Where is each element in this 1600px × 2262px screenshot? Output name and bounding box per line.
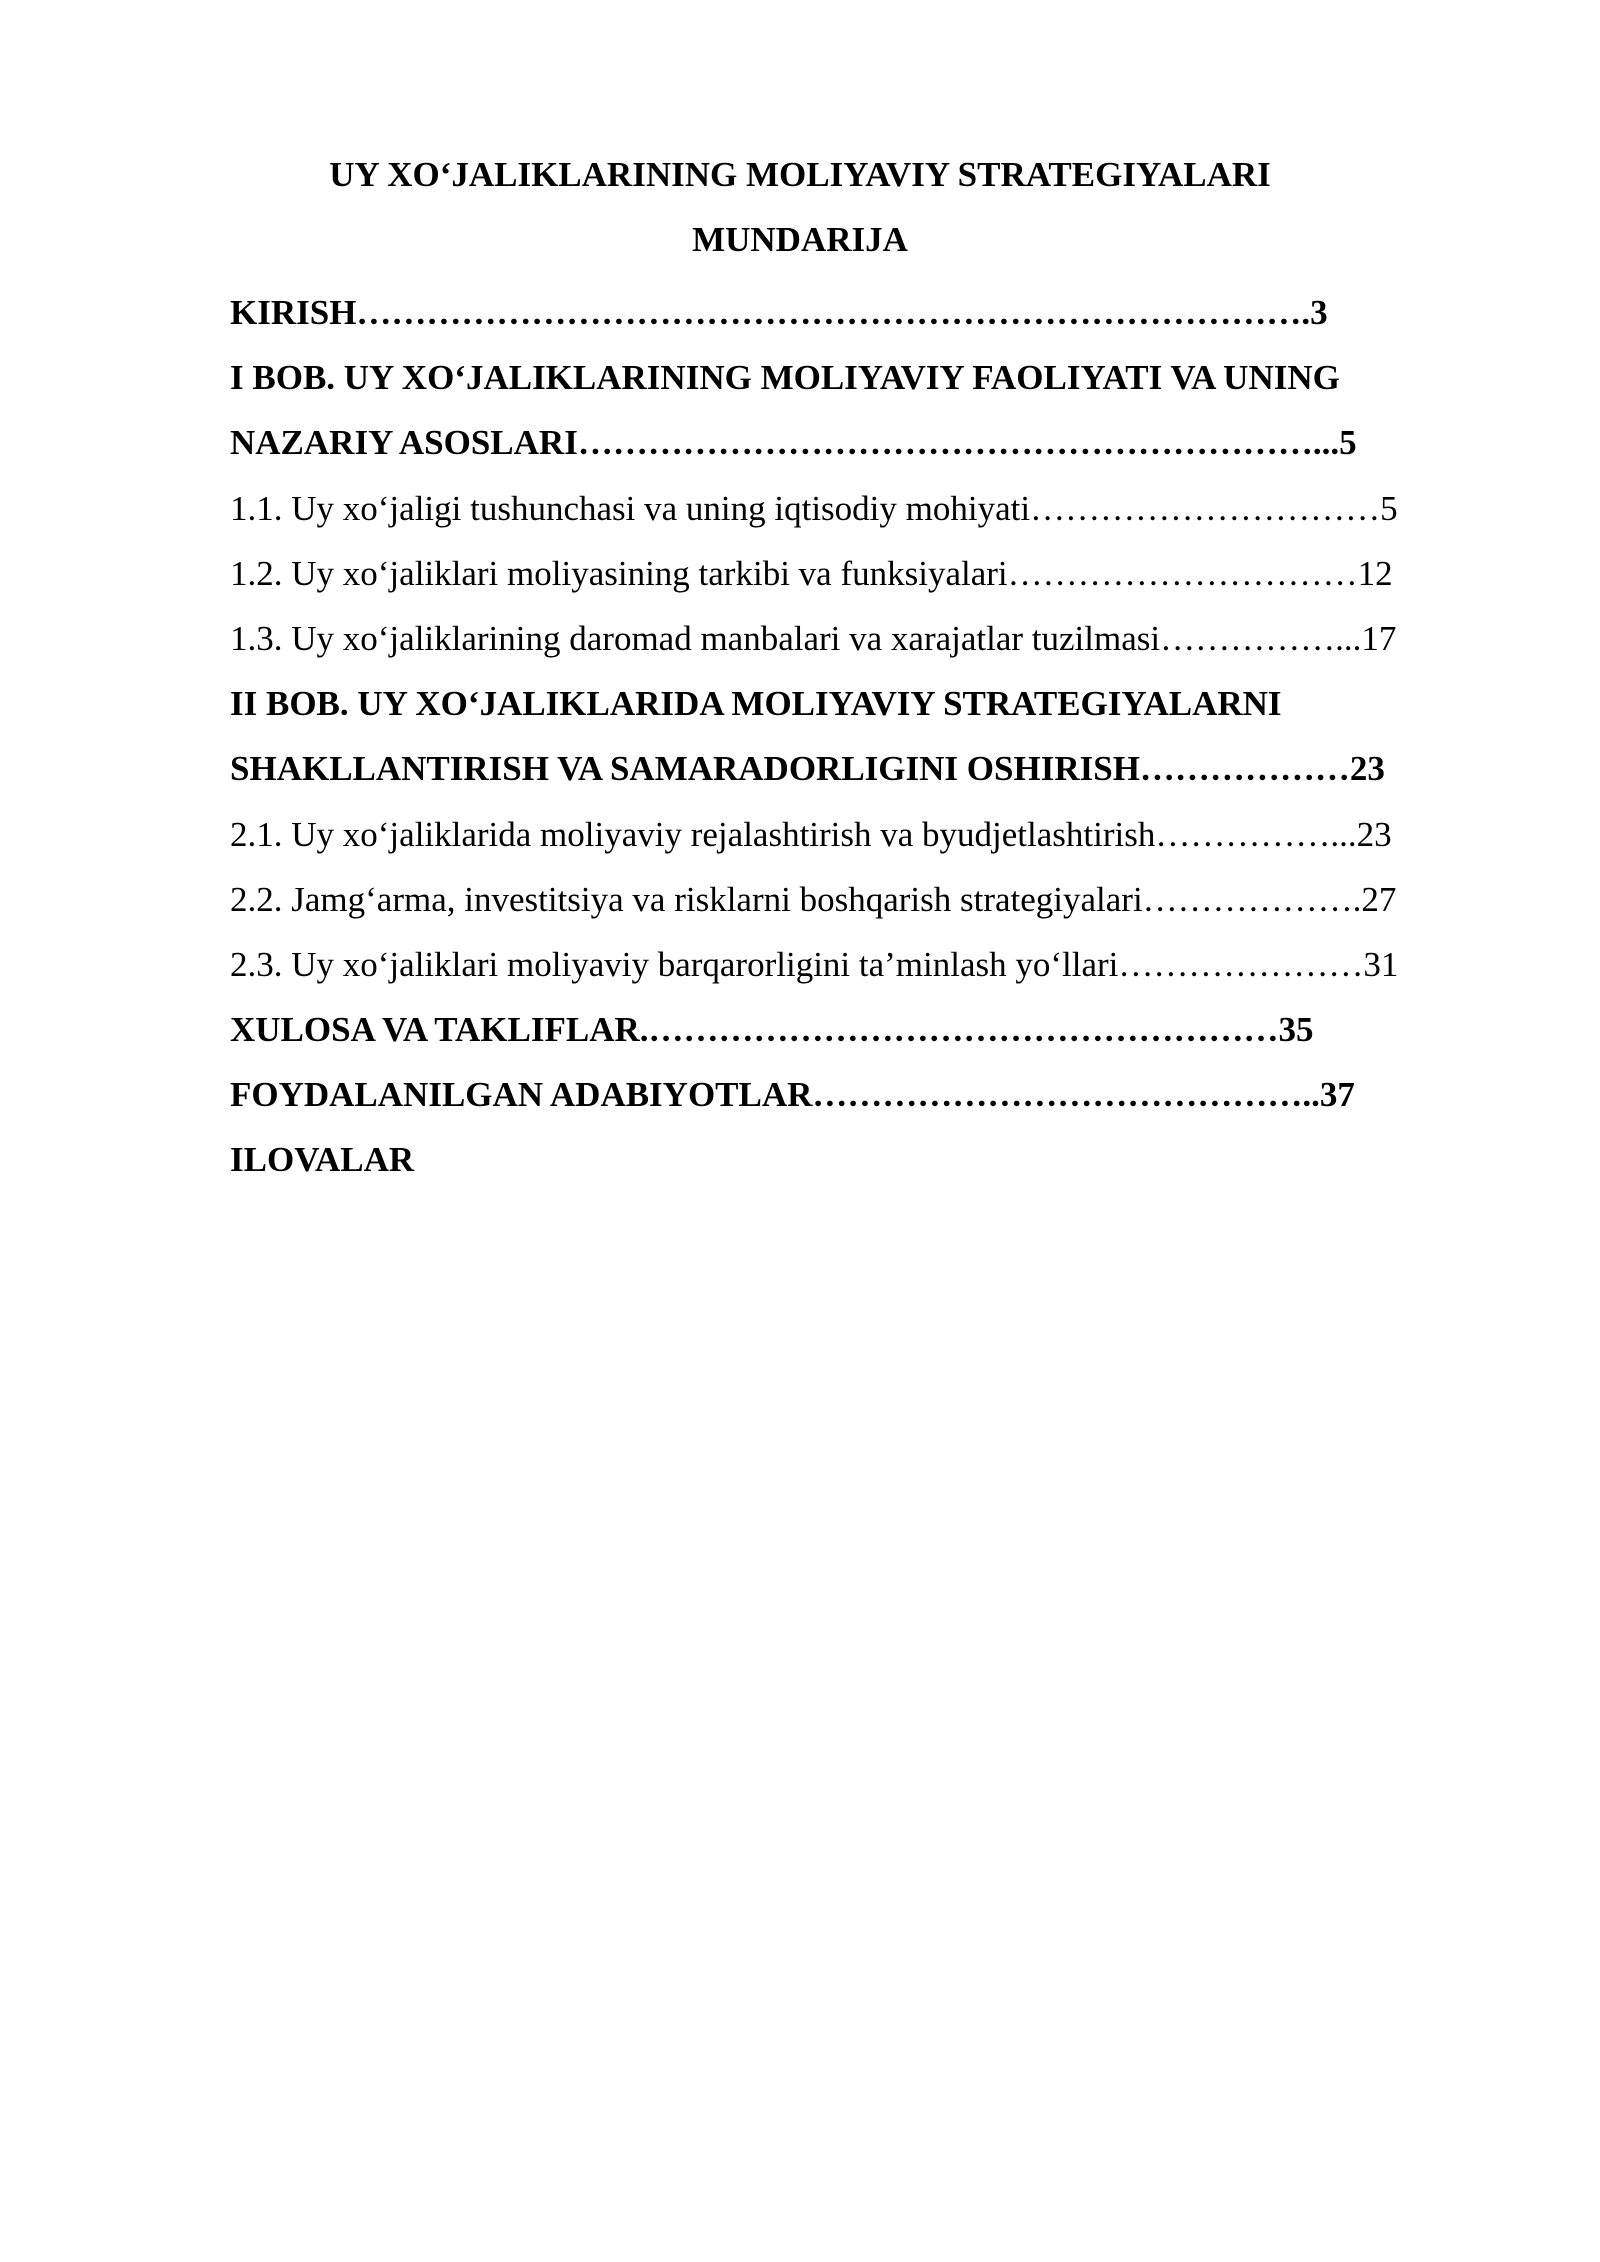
toc-entry-appendices xyxy=(230,1127,1486,1192)
contents-heading: MUNDARIJA xyxy=(692,220,908,259)
toc-entry-text: 2.2. Jamg‘arma, investitsiya va risklarni boshqarish strategiyalari……………….27 xyxy=(230,879,1397,919)
toc-entry-text: 1.1. Uy xo‘jaligi tushunchasi va uning iqtisodiy mohiyati…………………………5 xyxy=(230,488,1398,528)
toc-chapter-1-heading-cont xyxy=(230,410,1486,475)
toc-entry-text: II BOB. UY XO‘JALIKLARIDA MOLIYAVIY STRATEGIYALARNI xyxy=(230,684,1282,724)
table-of-contents xyxy=(230,280,1486,1193)
toc-entry-text: NAZARIY ASOSLARI………………………………………………………...5 xyxy=(230,423,1357,463)
toc-chapter-2-heading xyxy=(230,671,1486,736)
toc-entry-text: 2.1. Uy xo‘jaliklarida moliyaviy rejalashtirish va byudjetlashtirish……………...23 xyxy=(230,814,1392,854)
toc-entry-conclusion xyxy=(230,997,1486,1062)
toc-chapter-2-heading-cont xyxy=(230,736,1486,801)
toc-entry-introduction xyxy=(230,280,1486,345)
toc-section-1-2 xyxy=(230,541,1486,606)
toc-entry-text: XULOSA VA TAKLIFLAR.………………………………………………35 xyxy=(230,1010,1314,1050)
toc-entry-text: ILOVALAR xyxy=(230,1140,415,1180)
toc-section-1-1 xyxy=(230,476,1486,541)
toc-section-2-2 xyxy=(230,867,1486,932)
toc-entry-references xyxy=(230,1062,1486,1127)
toc-section-2-1 xyxy=(230,802,1486,867)
document-title: UY XO‘JALIKLARINING MOLIYAVIY STRATEGIYALARI xyxy=(329,155,1271,194)
toc-entry-text: SHAKLLANTIRISH VA SAMARADORLIGINI OSHIRISH………………23 xyxy=(230,749,1385,789)
toc-entry-text: 1.3. Uy xo‘jaliklarining daromad manbalari va xarajatlar tuzilmasi……………...17 xyxy=(230,618,1397,658)
toc-chapter-1-heading xyxy=(230,345,1486,410)
toc-entry-text: 2.3. Uy xo‘jaliklari moliyaviy barqarorligini ta’minlash yo‘llari…………………31 xyxy=(230,944,1399,984)
toc-section-2-3 xyxy=(230,932,1486,997)
toc-entry-text: I BOB. UY XO‘JALIKLARINING MOLIYAVIY FAOLIYATI VA UNING xyxy=(230,358,1340,398)
toc-entry-text: FOYDALANILGAN ADABIYOTLAR……………………………………..37 xyxy=(230,1075,1355,1115)
toc-entry-text: KIRISH……………………………………………………………………….3 xyxy=(230,293,1328,332)
toc-section-1-3 xyxy=(230,606,1486,671)
toc-entry-text: 1.2. Uy xo‘jaliklari moliyasining tarkibi va funksiyalari…………………………12 xyxy=(230,553,1393,593)
